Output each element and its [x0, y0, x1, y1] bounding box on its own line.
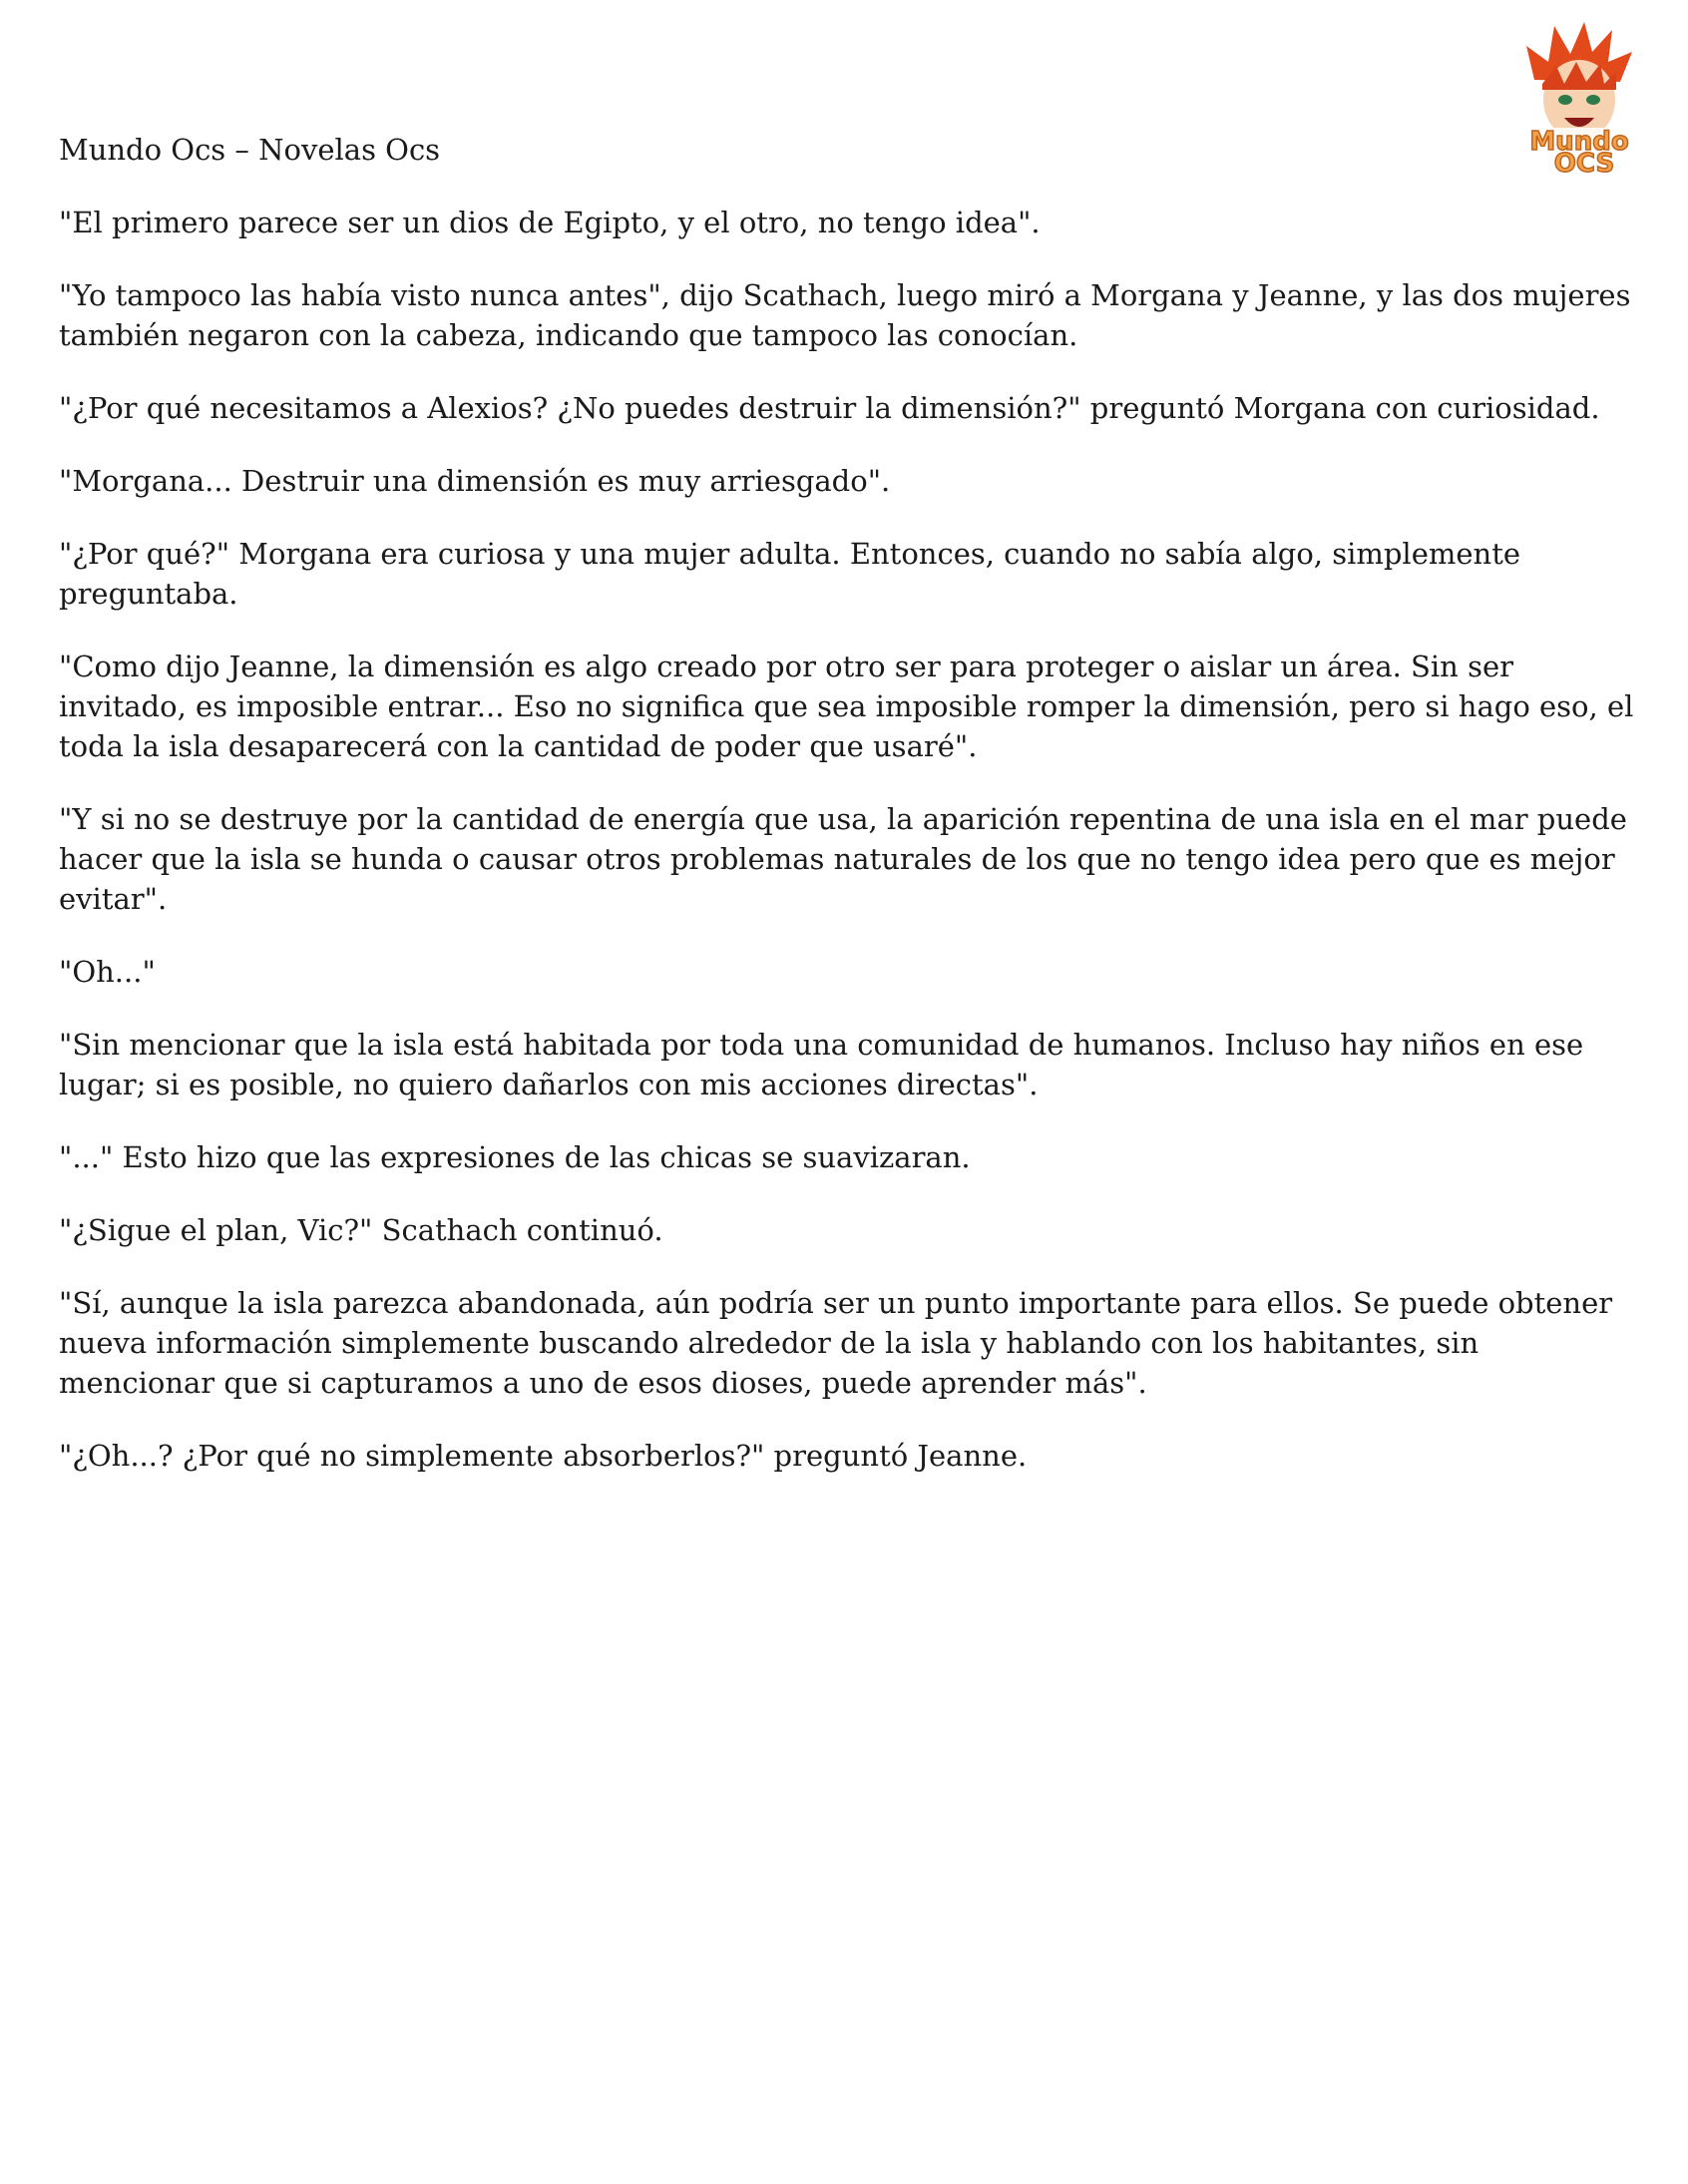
paragraph-2: "Yo tampoco las había visto nunca antes", dijo Scathach, luego miró a Morgana y Jeanne, y las dos mujeres también negaron con la cabeza, indicando que tampoco las conocían.: [59, 278, 1631, 352]
document-body: [59, 130, 1635, 1509]
paragraph-12: "Sí, aunque la isla parezca abandonada, aún podría ser un punto importante para ellos. Se puede obtener nueva información simplemente buscando alrededor de la isla y hablando con los habitantes, sin mencionar que si capturamos a uno de esos dioses, puede aprender más".: [59, 1286, 1613, 1400]
paragraph-8: "Oh...": [59, 955, 156, 989]
logo-text-line2: OCS: [1553, 149, 1615, 178]
paragraph-9: "Sin mencionar que la isla está habitada por toda una comunidad de humanos. Incluso hay niños en ese lugar; si es posible, no quiero dañarlos con mis acciones directas".: [59, 1028, 1584, 1101]
paragraph-13: "¿Oh...? ¿Por qué no simplemente absorberlos?" preguntó Jeanne.: [59, 1439, 1028, 1473]
logo-text-line1: Mundo: [1529, 127, 1629, 157]
paragraph-4: "Morgana... Destruir una dimensión es muy arriesgado".: [59, 464, 891, 498]
page-header: Mundo Ocs – Novelas Ocs: [59, 133, 441, 167]
paragraph-3: "¿Por qué necesitamos a Alexios? ¿No puedes destruir la dimensión?" preguntó Morgana con curiosidad.: [59, 391, 1600, 425]
paragraph-11: "¿Sigue el plan, Vic?" Scathach continuó.: [59, 1213, 663, 1247]
paragraph-5: "¿Por qué?" Morgana era curiosa y una mujer adulta. Entonces, cuando no sabía algo, simplemente preguntaba.: [59, 537, 1521, 611]
logo-eye-right: [1586, 95, 1600, 105]
logo-eye-left: [1558, 95, 1572, 105]
paragraph-1: "El primero parece ser un dios de Egipto, y el otro, no tengo idea".: [59, 206, 1041, 239]
paragraph-10: "..." Esto hizo que las expresiones de las chicas se suavizaran.: [59, 1140, 971, 1174]
paragraph-6: "Como dijo Jeanne, la dimensión es algo creado por otro ser para proteger o aislar un área. Sin ser invitado, es imposible entrar... Eso no significa que sea imposible romper la dimensión, pero si hago eso, el toda la isla desaparecerá con la cantidad de poder que usaré".: [59, 650, 1634, 763]
paragraph-7: "Y si no se destruye por la cantidad de energía que usa, la aparición repentina de una isla en el mar puede hacer que la isla se hunda o causar otros problemas naturales de los que no tengo idea pero que es mejor evitar".: [59, 802, 1627, 916]
